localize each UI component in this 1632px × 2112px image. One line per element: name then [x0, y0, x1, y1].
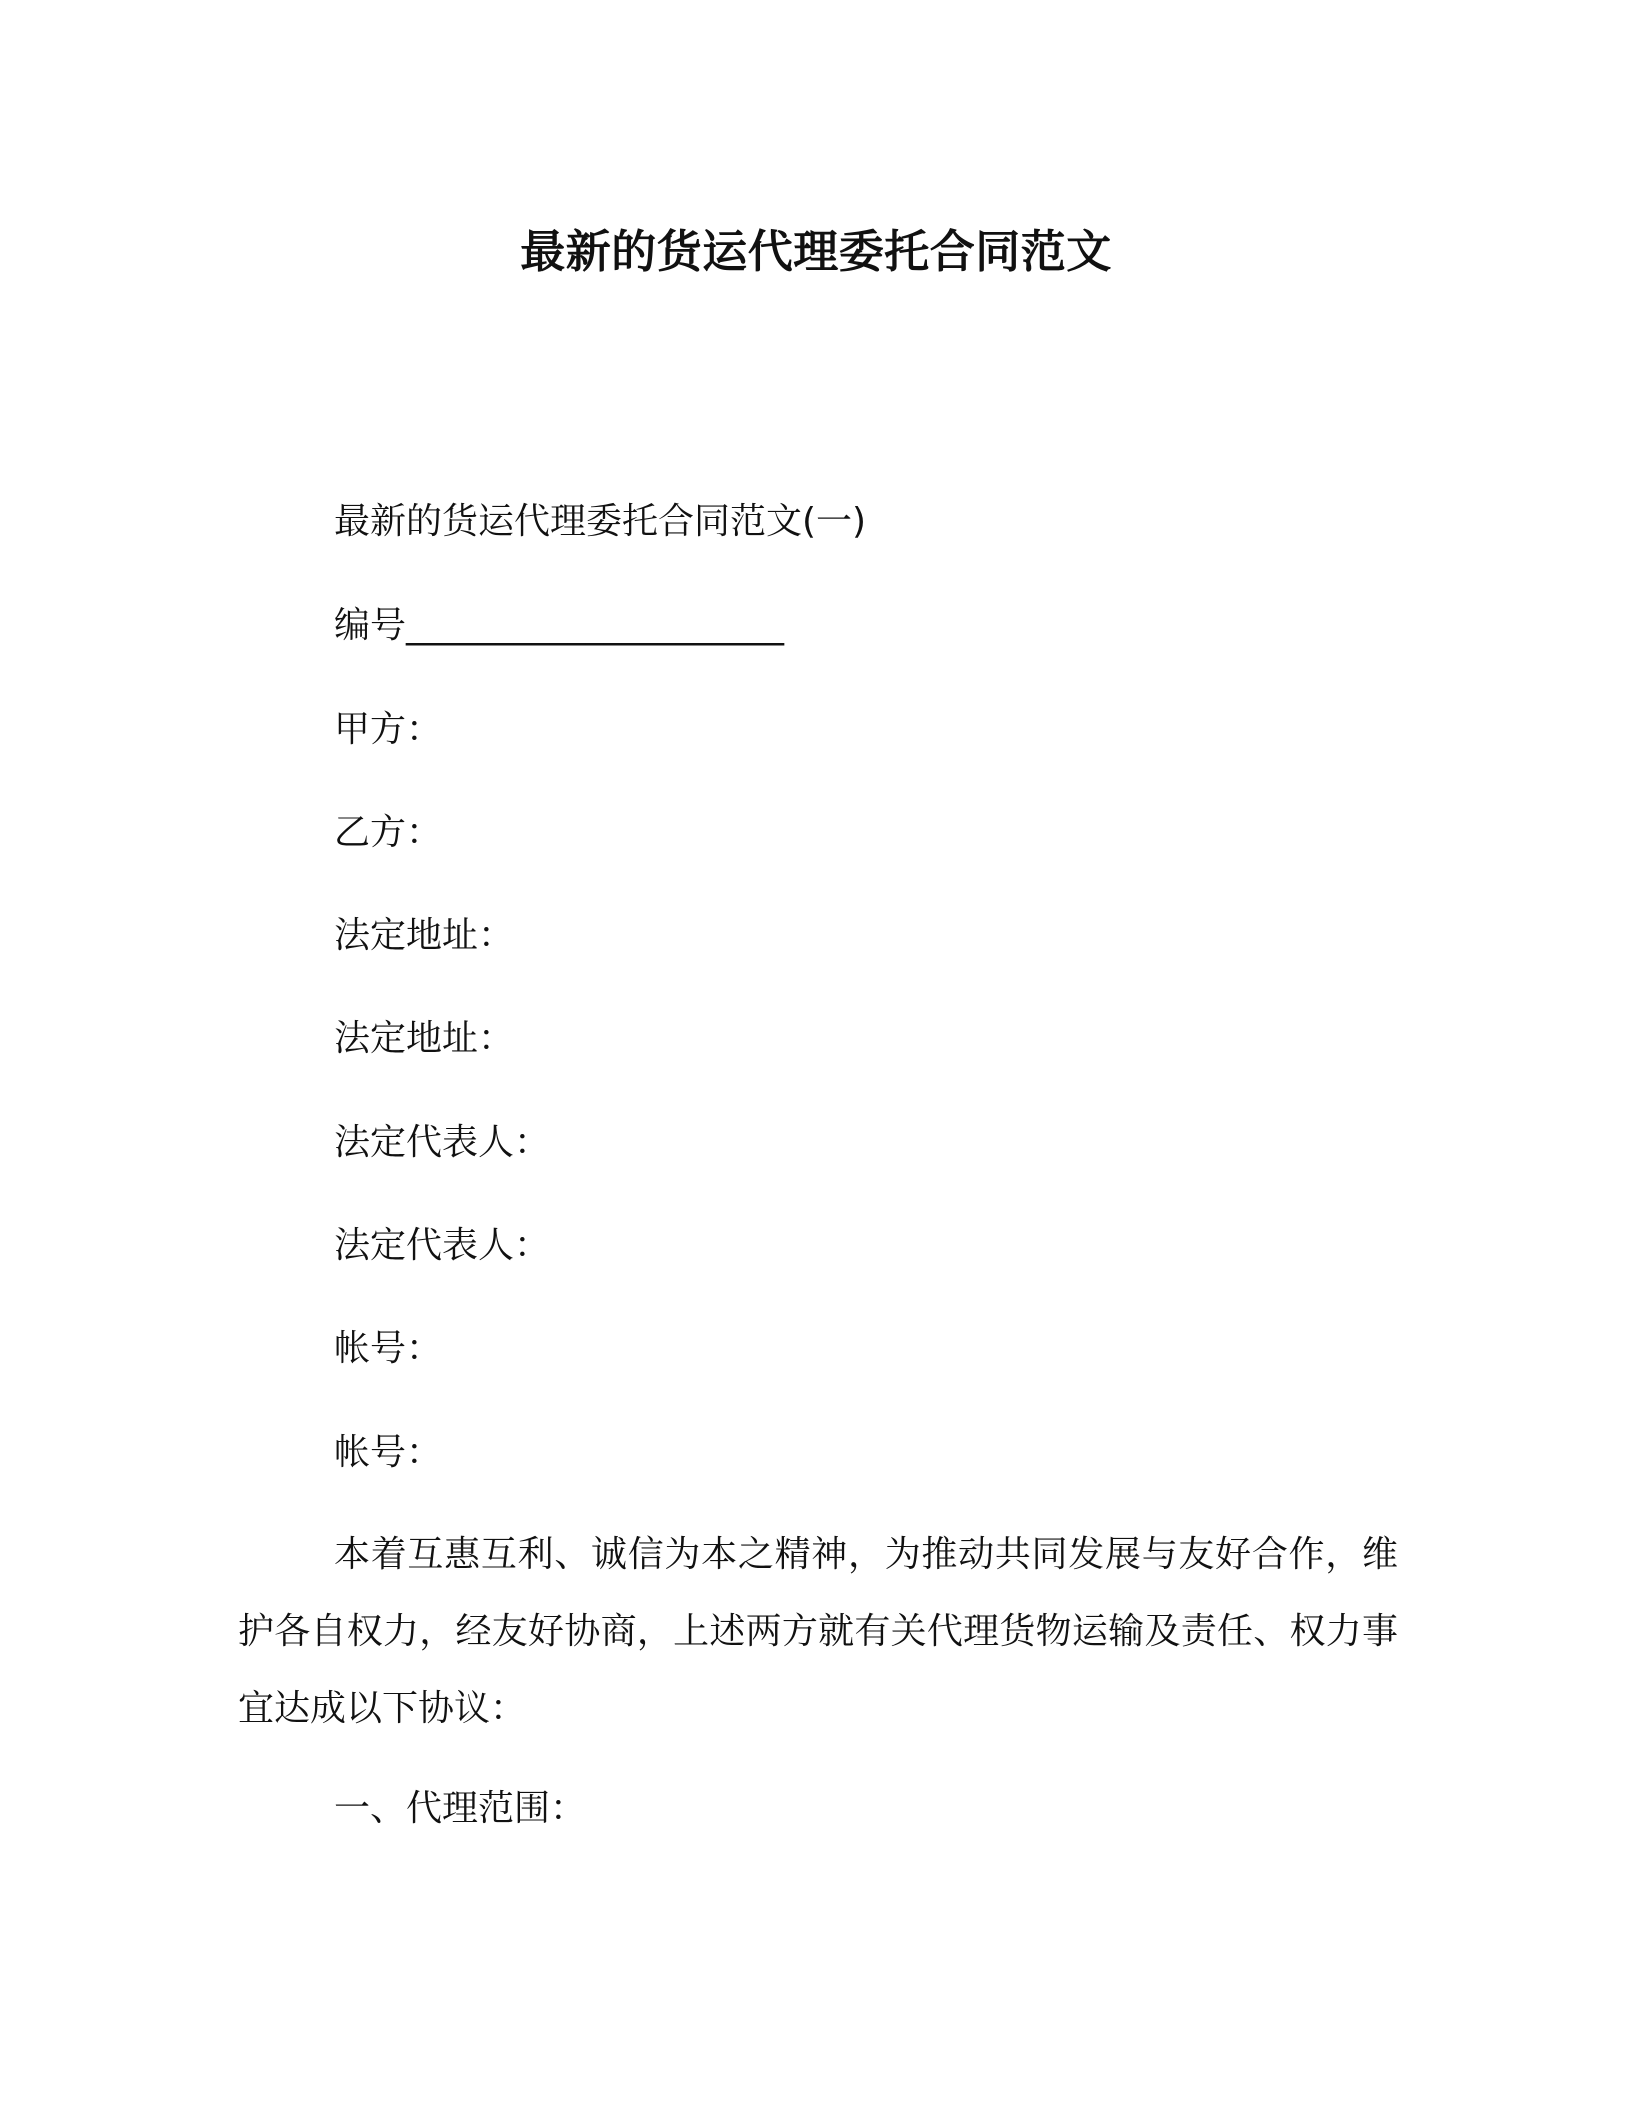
field-account-b: 帐号：	[334, 1432, 443, 1473]
document-title: 最新的货运代理委托合同范文	[520, 225, 1112, 278]
field-legal-representative-a: 法定代表人：	[334, 1122, 551, 1163]
field-party-a: 甲方：	[334, 709, 443, 750]
field-party-b: 乙方：	[334, 812, 443, 853]
section-1-heading: 一、代理范围：	[334, 1788, 587, 1829]
preamble-paragraph: 本着互惠互利、诚信为本之精神，为推动共同发展与友好合作，维护各自权力，经友好协商，上述两方就有关代理货物运输及责任、权力事宜达成以下协议：	[238, 1534, 1398, 1729]
contract-subtitle: 最新的货运代理委托合同范文(一)	[334, 501, 867, 542]
field-contract-number: 编号_____________________	[334, 605, 785, 646]
field-legal-address-a: 法定地址：	[334, 915, 515, 956]
field-account-a: 帐号：	[334, 1328, 443, 1369]
field-legal-address-b: 法定地址：	[334, 1018, 515, 1059]
field-legal-representative-b: 法定代表人：	[334, 1225, 551, 1266]
